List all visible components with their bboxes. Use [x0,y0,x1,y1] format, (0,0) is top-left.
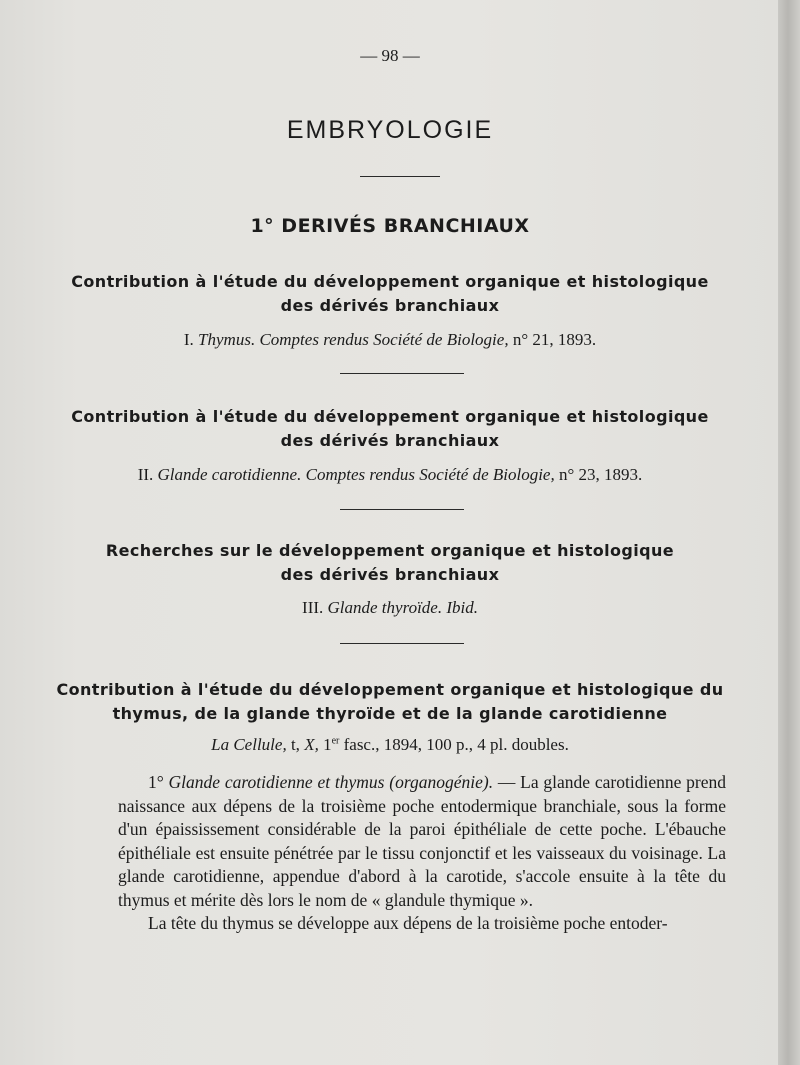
entry-1-title-line1: Contribution à l'étude du développement organique et histologique [71,272,709,291]
body-paragraph-1 [118,771,726,912]
entry-1-cite-italic: Thymus. Comptes rendus Société de Biologie, [198,330,509,349]
entry-2-title-line2: des dérivés branchiaux [280,431,500,450]
section-heading [0,215,780,237]
entry-4-cite-journal: La Cellule, [211,735,287,754]
entry-3-cite-prefix: III. [302,598,324,617]
entry-4-citation [0,735,780,755]
entry-1-citation [0,330,780,350]
entry-rule-1 [340,373,464,374]
section-title: DERIVÉS BRANCHIAUX [281,215,530,237]
entry-rule-2 [340,509,464,510]
entry-2-title-line1: Contribution à l'étude du développement organique et histologique [71,407,709,426]
entry-4-cite-rest: fasc., 1894, 100 p., 4 pl. doubles. [339,735,569,754]
entry-2-cite-rest: n° 23, 1893. [558,465,643,484]
entry-3-title-line1: Recherches sur le développement organique et histologique [105,541,675,560]
page-number: — 98 — [360,46,420,65]
entry-3-citation [0,598,780,618]
entry-2-cite-italic: Glande carotidienne. Comptes rendus Société de Biologie, [157,465,555,484]
paragraph-1-text: — La glande carotidienne prend naissance aux dépens de la troisième poche entodermique branchiale, sous la forme d'un épaississement considérable de la paroi épithéliale de cette poche. L'ébauche épithéliale est ensuite pénétrée par le tissu conjonctif et les vaisseaux du voisinage. La glande carotidienne, appendue d'abord à la carotide, s'accole ensuite à la tête du thymus et mérite dès lors le nom de « glandule thymique ». [118,772,726,910]
entry-1-cite-rest: n° 21, 1893. [512,330,597,349]
paragraph-2-text: La tête du thymus se développe aux dépens de la troisième poche entoder- [148,913,668,933]
page-edge [778,0,800,1065]
entry-1-cite-prefix: I. [183,330,194,349]
entry-3-title-line2: des dérivés branchiaux [280,565,500,584]
section-number: 1° [250,215,275,237]
entry-2-citation [0,465,780,485]
entry-1-title-line2: des dérivés branchiaux [280,296,500,315]
entry-2-cite-prefix: II. [137,465,154,484]
entry-4-cite-volume: X, [304,735,319,754]
entry-4-cite-tome: t, [286,735,305,754]
entry-rule-3 [340,643,464,644]
title-rule [360,176,440,177]
entry-3-cite-italic: Glande thyroïde. Ibid. [327,598,478,617]
paragraph-1-heading: Glande carotidienne et thymus (organogénie). [168,772,494,792]
entry-4-cite-sup: er [331,735,340,747]
body-text [118,771,726,936]
body-paragraph-2 [118,912,726,936]
entry-4-title-line1: Contribution à l'étude du développement organique et histologique du [56,680,724,699]
entry-4-title-line2: thymus, de la glande thyroïde et de la glande carotidienne [112,704,668,723]
entry-4-cite-fasc-num: 1 [318,735,332,754]
paragraph-1-number: 1° [148,772,169,792]
main-title: EMBRYOLOGIE [286,116,494,144]
